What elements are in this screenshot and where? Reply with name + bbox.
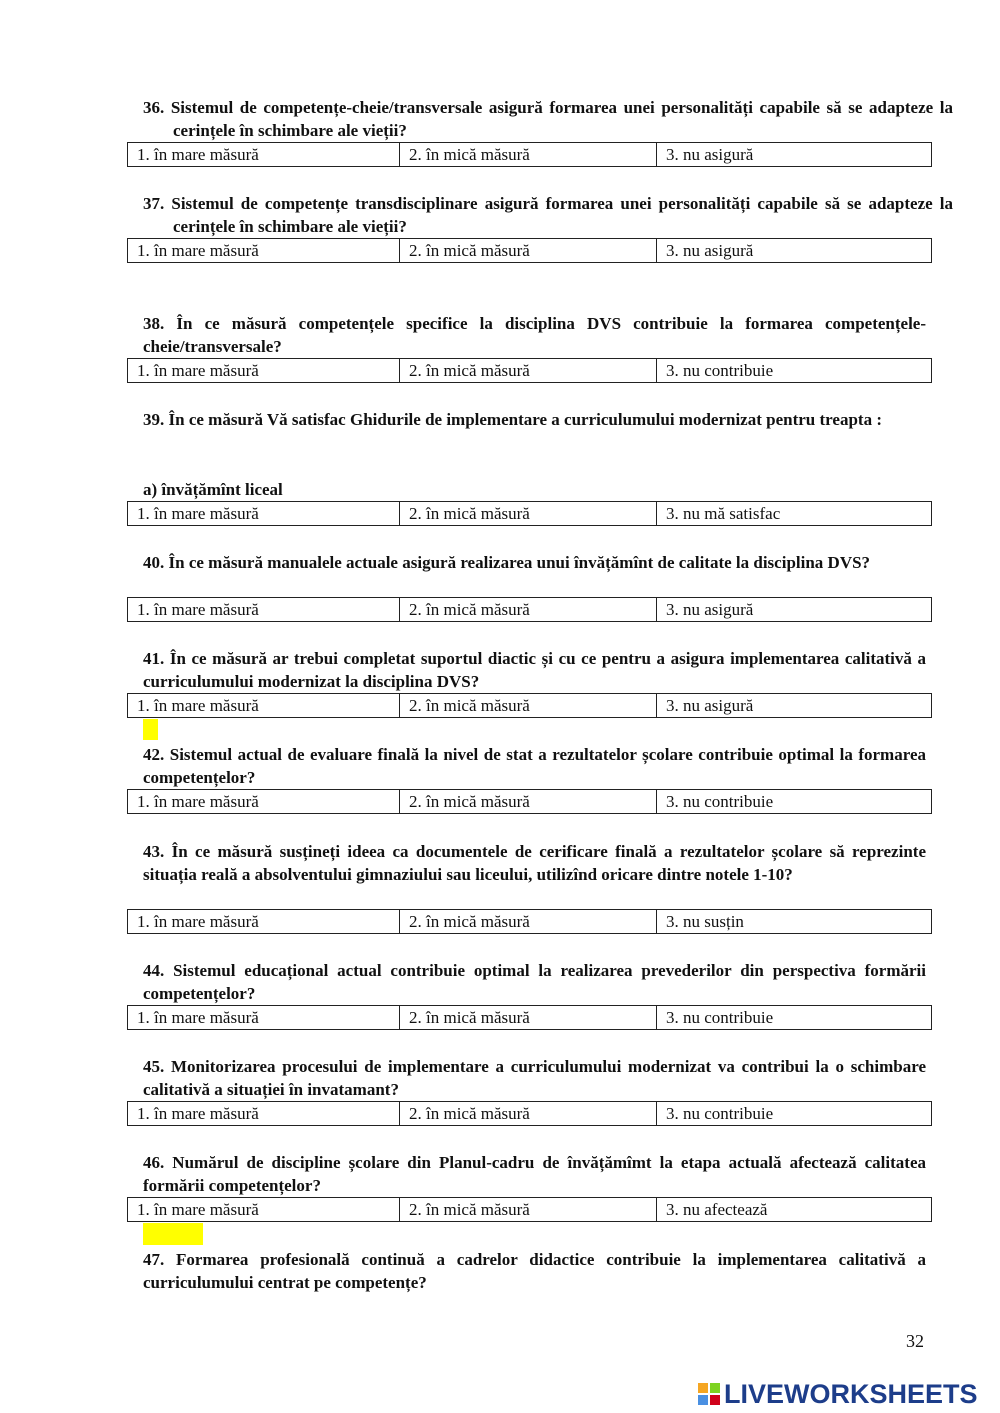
- options-row-46: [127, 1197, 932, 1222]
- question-42: 42. Sistemul actual de evaluare finală la nivel de stat a rezultatelor școlare contribuie optimal la formarea competențelor?: [143, 745, 926, 787]
- option-3[interactable]: 3. nu asigură: [666, 145, 754, 164]
- options-row-43: [127, 909, 932, 934]
- question-46: 46. Numărul de discipline școlare din Planul-cadru de învățămîmt la etapa actuală afectează calitatea formării competențelor?: [143, 1153, 926, 1195]
- option-1[interactable]: 1. în mare măsură: [128, 359, 400, 382]
- option-1[interactable]: 1. în mare măsură: [128, 598, 400, 621]
- question-45: 45. Monitorizarea procesului de implementare a curriculumului modernizat va contribui la o schimbare calitativă a situației în invatamant?: [143, 1057, 926, 1099]
- options-row-37: [127, 238, 932, 263]
- yellow-highlight-mark: [143, 1223, 203, 1245]
- option-1[interactable]: 1. în mare măsură: [128, 1006, 400, 1029]
- option-3[interactable]: 3. nu afectează: [666, 1200, 768, 1219]
- options-row-42: [127, 789, 932, 814]
- option-1[interactable]: 1. în mare măsură: [128, 1102, 400, 1125]
- question-36: 36. Sistemul de competențe-cheie/transversale asigură formarea unei personalități capabile să se adapteze la cerințele în schimbare ale vieții?: [143, 98, 953, 140]
- subitem-39a: a) învățămînt liceal: [143, 480, 283, 499]
- option-3[interactable]: 3. nu contribuie: [666, 1008, 774, 1027]
- options-row-40: [127, 597, 932, 622]
- question-41: 41. În ce măsură ar trebui completat suportul diactic și cu ce pentru a asigura implementarea calitativă a curriculumului modernizat la disciplina DVS?: [143, 649, 926, 691]
- options-row-38: [127, 358, 932, 383]
- question-40: 40. În ce măsură manualele actuale asigură realizarea unui învățămînt de calitate la disciplina DVS?: [143, 553, 871, 572]
- option-3[interactable]: 3. nu contribuie: [666, 792, 774, 811]
- option-1[interactable]: 1. în mare măsură: [128, 239, 400, 262]
- options-row-44: [127, 1005, 932, 1030]
- option-2[interactable]: 2. în mică măsură: [400, 1006, 657, 1029]
- question-38: 38. În ce măsură competențele specifice la disciplina DVS contribuie la formarea competențele-cheie/transversale?: [143, 314, 926, 356]
- option-3[interactable]: 3. nu asigură: [666, 241, 754, 260]
- question-44: 44. Sistemul educațional actual contribuie optimal la realizarea prevederilor din perspectiva formării competențelor?: [143, 961, 926, 1003]
- option-3[interactable]: 3. nu asigură: [666, 696, 754, 715]
- option-2[interactable]: 2. în mică măsură: [400, 502, 657, 525]
- options-row-36: [127, 142, 932, 167]
- option-3[interactable]: 3. nu mă satisfac: [666, 504, 781, 523]
- option-2[interactable]: 2. în mică măsură: [400, 1198, 657, 1221]
- option-1[interactable]: 1. în mare măsură: [128, 790, 400, 813]
- option-2[interactable]: 2. în mică măsură: [400, 143, 657, 166]
- option-2[interactable]: 2. în mică măsură: [400, 359, 657, 382]
- liveworksheets-logo: [698, 1378, 978, 1409]
- yellow-highlight-mark: [143, 719, 158, 740]
- question-43: 43. În ce măsură susțineți ideea ca documentele de cerificare finală a rezultatelor școlare să reprezinte situația reală a absolventului gimnaziului sau liceului, utilizînd oricare dintre notele 1-10?: [143, 842, 926, 884]
- option-2[interactable]: 2. în mică măsură: [400, 694, 657, 717]
- option-3[interactable]: 3. nu asigură: [666, 600, 754, 619]
- liveworksheets-watermark: LIVEWORKSHEETS: [724, 1378, 978, 1409]
- options-row-39: [127, 501, 932, 526]
- option-2[interactable]: 2. în mică măsură: [400, 239, 657, 262]
- option-2[interactable]: 2. în mică măsură: [400, 790, 657, 813]
- option-1[interactable]: 1. în mare măsură: [128, 910, 400, 933]
- question-47: 47. Formarea profesională continuă a cadrelor didactice contribuie la implementarea calitativă a curriculumului centrat pe competențe?: [143, 1250, 926, 1292]
- option-3[interactable]: 3. nu contribuie: [666, 1104, 774, 1123]
- option-1[interactable]: 1. în mare măsură: [128, 502, 400, 525]
- options-row-41: [127, 693, 932, 718]
- option-1[interactable]: 1. în mare măsură: [128, 694, 400, 717]
- option-1[interactable]: 1. în mare măsură: [128, 1198, 400, 1221]
- question-39: 39. În ce măsură Vă satisfac Ghidurile de implementare a curriculumului modernizat pentru treapta :: [143, 410, 882, 429]
- option-3[interactable]: 3. nu contribuie: [666, 361, 774, 380]
- option-2[interactable]: 2. în mică măsură: [400, 910, 657, 933]
- option-1[interactable]: 1. în mare măsură: [128, 143, 400, 166]
- option-3[interactable]: 3. nu susțin: [666, 912, 744, 931]
- page-number: 32: [906, 1331, 924, 1351]
- question-37: 37. Sistemul de competențe transdisciplinare asigură formarea unei personalități capabile să se adapteze la cerințele în schimbare ale vieții?: [143, 194, 953, 236]
- liveworksheets-logo-icon: [698, 1383, 720, 1405]
- options-row-45: [127, 1101, 932, 1126]
- option-2[interactable]: 2. în mică măsură: [400, 598, 657, 621]
- option-2[interactable]: 2. în mică măsură: [400, 1102, 657, 1125]
